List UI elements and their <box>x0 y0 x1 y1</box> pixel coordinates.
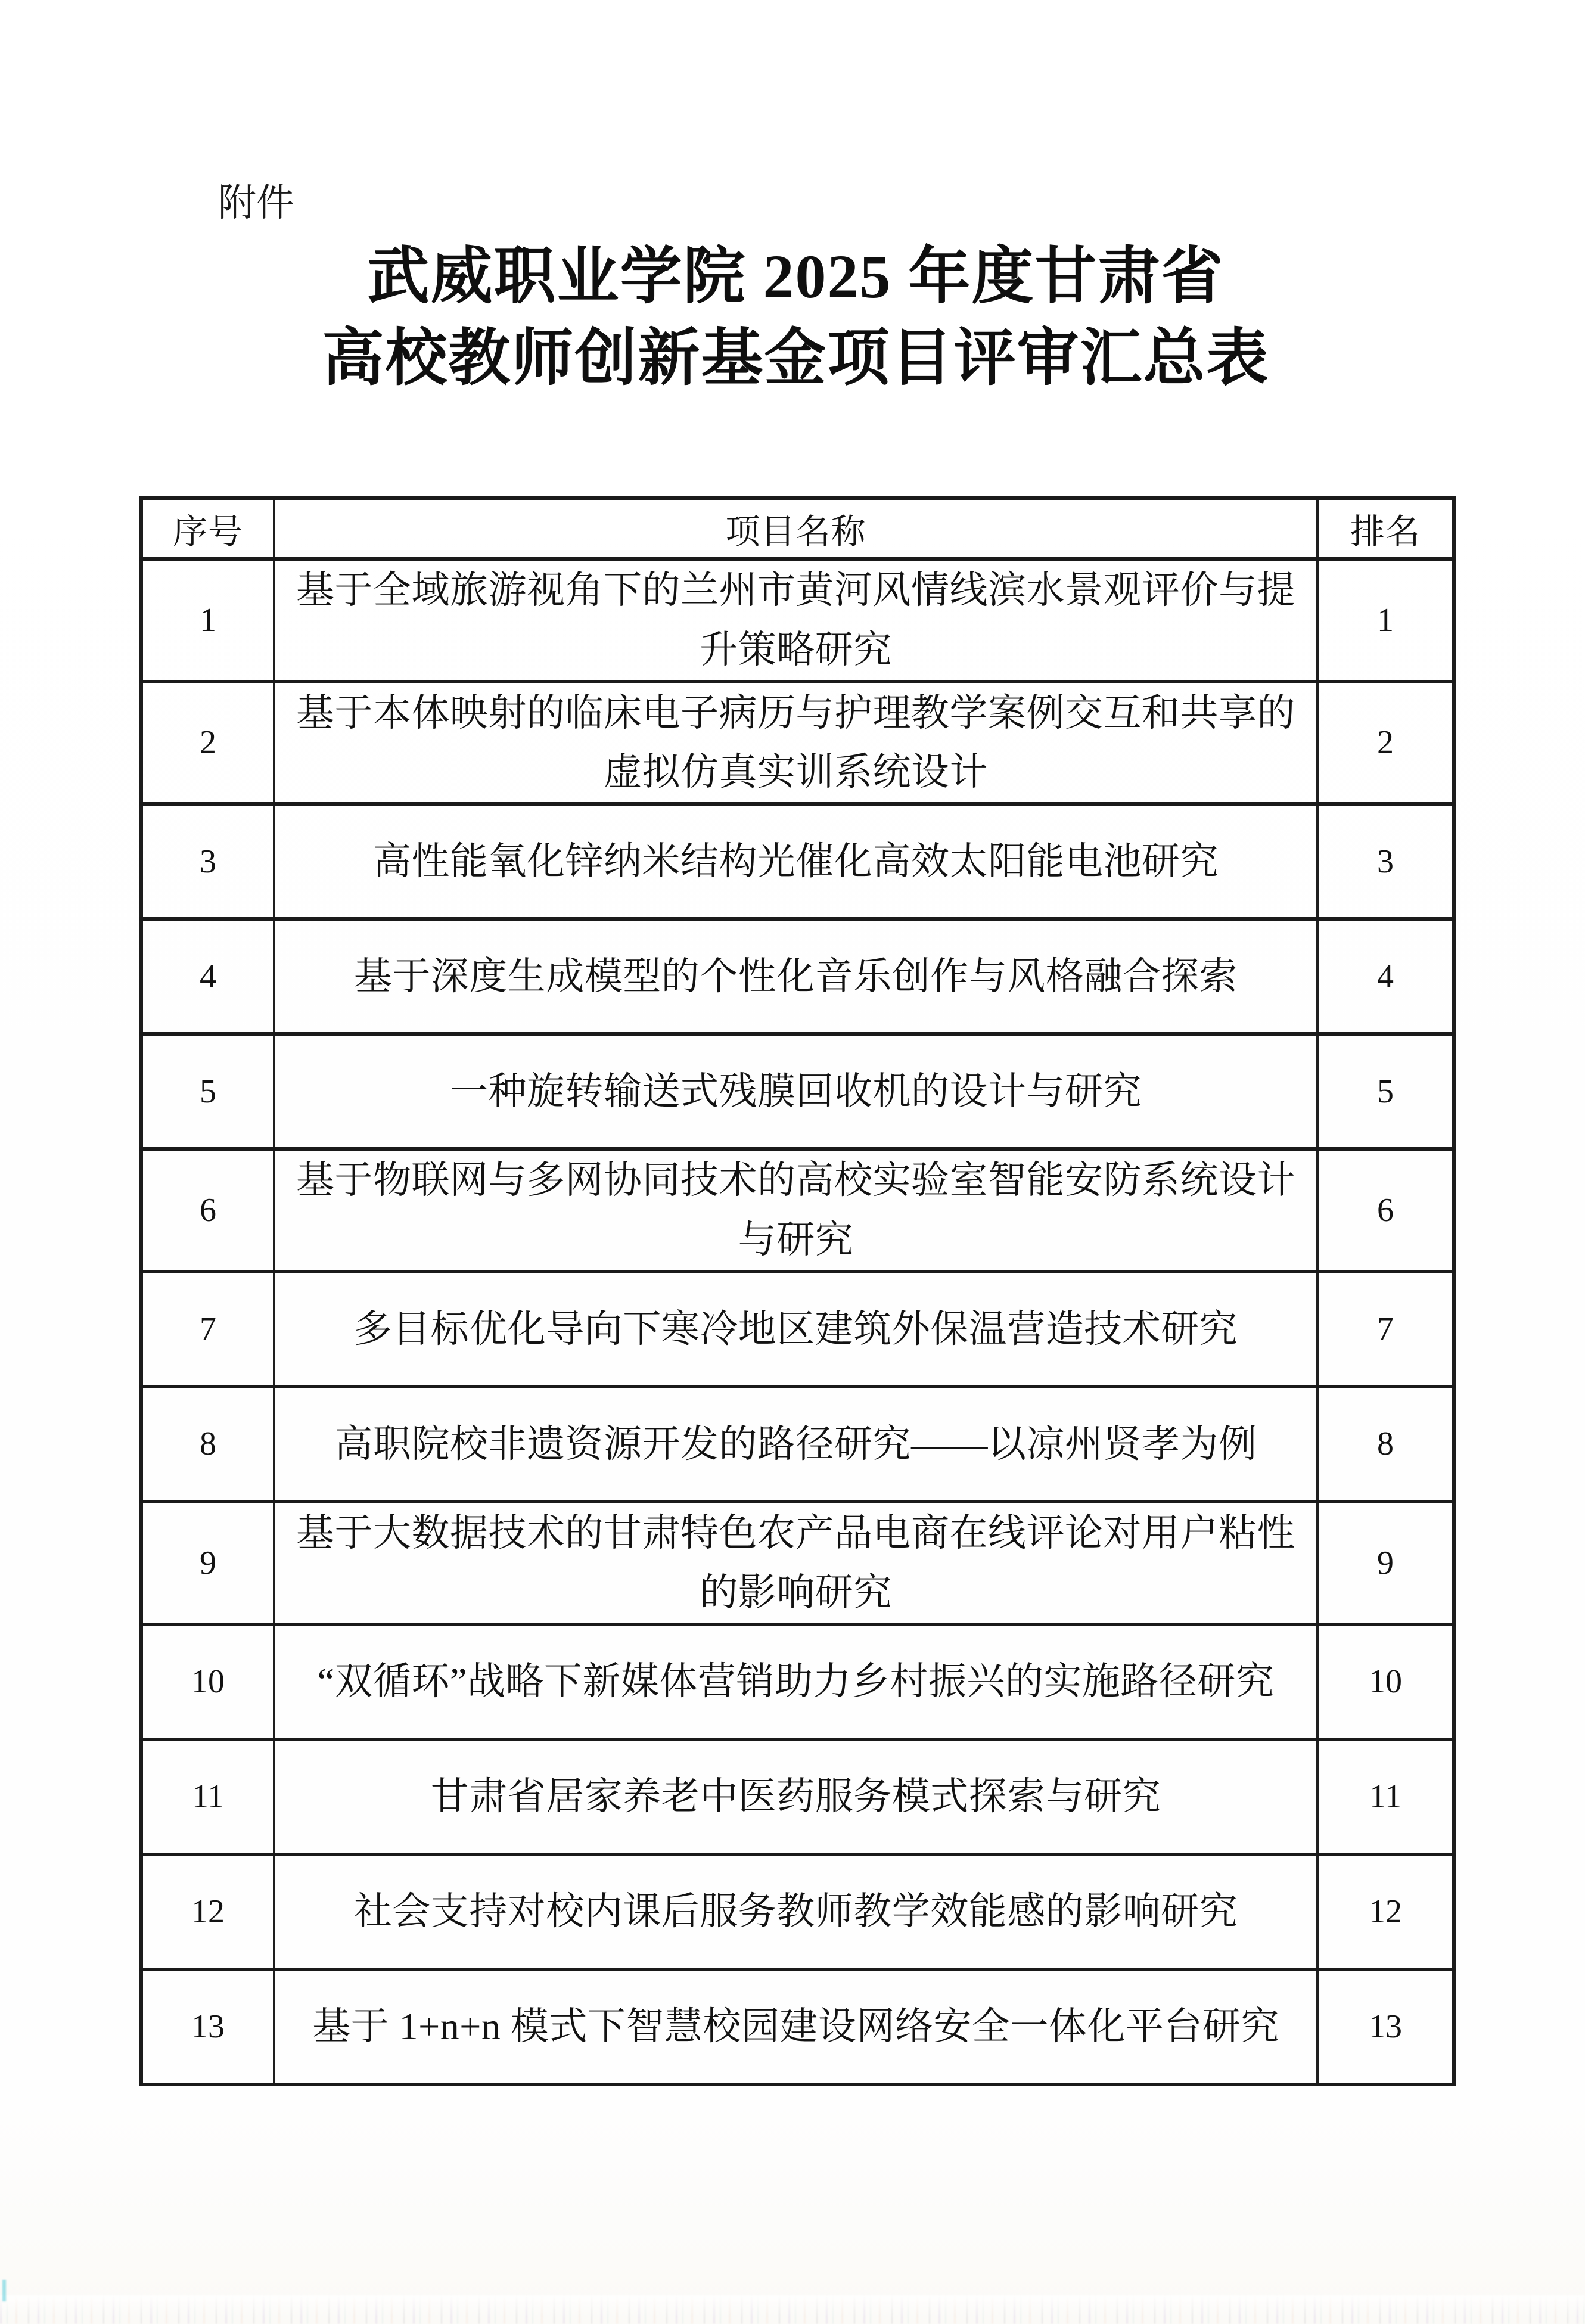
row-project-name: 基于大数据技术的甘肃特色农产品电商在线评论对用户粘性的影响研究 <box>274 1502 1317 1624</box>
row-project-name: 甘肃省居家养老中医药服务模式探索与研究 <box>274 1739 1317 1854</box>
table-header-row <box>141 498 1454 559</box>
table-row <box>141 1149 1454 1272</box>
row-project-name: 社会支持对校内课后服务教师教学效能感的影响研究 <box>274 1854 1317 1969</box>
document-title-line1: 武威职业学院 2025 年度甘肃省 <box>367 243 1225 311</box>
row-project-name: 一种旋转输送式残膜回收机的设计与研究 <box>274 1034 1317 1149</box>
header-project-name: 项目名称 <box>274 498 1317 559</box>
document-title-line2: 高校教师创新基金项目评审汇总表 <box>322 324 1270 393</box>
row-index: 5 <box>141 1034 274 1149</box>
table-row <box>141 1502 1454 1624</box>
table-row <box>141 682 1454 804</box>
scan-noise-strip <box>0 2295 1585 2324</box>
table-row <box>141 1969 1454 2084</box>
row-rank: 11 <box>1317 1739 1454 1854</box>
document-title <box>139 236 1452 400</box>
attachment-label: 附件 <box>218 182 294 224</box>
row-index: 3 <box>141 804 274 919</box>
row-index: 6 <box>141 1149 274 1272</box>
row-rank: 8 <box>1317 1387 1454 1502</box>
row-rank: 13 <box>1317 1969 1454 2084</box>
row-index: 9 <box>141 1502 274 1624</box>
row-project-name: 基于物联网与多网协同技术的高校实验室智能安防系统设计与研究 <box>274 1149 1317 1272</box>
row-project-name: 基于本体映射的临床电子病历与护理教学案例交互和共享的虚拟仿真实训系统设计 <box>274 682 1317 804</box>
row-rank: 12 <box>1317 1854 1454 1969</box>
row-rank: 5 <box>1317 1034 1454 1149</box>
row-project-name: 高职院校非遗资源开发的路径研究——以凉州贤孝为例 <box>274 1387 1317 1502</box>
header-rank: 排名 <box>1317 498 1454 559</box>
row-index: 7 <box>141 1272 274 1387</box>
table-row <box>141 1854 1454 1969</box>
row-index: 10 <box>141 1624 274 1739</box>
row-project-name: 基于深度生成模型的个性化音乐创作与风格融合探索 <box>274 919 1317 1034</box>
table-row <box>141 804 1454 919</box>
row-index: 2 <box>141 682 274 804</box>
row-project-name: 基于 1+n+n 模式下智慧校园建设网络安全一体化平台研究 <box>274 1969 1317 2084</box>
row-index: 1 <box>141 559 274 682</box>
review-summary-table <box>139 496 1456 2086</box>
row-rank: 3 <box>1317 804 1454 919</box>
row-index: 8 <box>141 1387 274 1502</box>
table-row <box>141 1739 1454 1854</box>
row-project-name: “双循环”战略下新媒体营销助力乡村振兴的实施路径研究 <box>274 1624 1317 1739</box>
row-rank: 9 <box>1317 1502 1454 1624</box>
table-row <box>141 1624 1454 1739</box>
table-header <box>141 498 1454 559</box>
table-row <box>141 1272 1454 1387</box>
row-index: 13 <box>141 1969 274 2084</box>
row-project-name: 高性能氧化锌纳米结构光催化高效太阳能电池研究 <box>274 804 1317 919</box>
row-rank: 7 <box>1317 1272 1454 1387</box>
row-rank: 6 <box>1317 1149 1454 1272</box>
row-rank: 10 <box>1317 1624 1454 1739</box>
row-index: 4 <box>141 919 274 1034</box>
table-body <box>141 559 1454 2084</box>
scan-artifact-mark <box>2 2280 6 2301</box>
table-row <box>141 559 1454 682</box>
row-rank: 1 <box>1317 559 1454 682</box>
table-row <box>141 1034 1454 1149</box>
row-project-name: 多目标优化导向下寒冷地区建筑外保温营造技术研究 <box>274 1272 1317 1387</box>
table-row <box>141 1387 1454 1502</box>
row-index: 12 <box>141 1854 274 1969</box>
row-rank: 4 <box>1317 919 1454 1034</box>
header-index: 序号 <box>141 498 274 559</box>
row-project-name: 基于全域旅游视角下的兰州市黄河风情线滨水景观评价与提升策略研究 <box>274 559 1317 682</box>
table-row <box>141 919 1454 1034</box>
row-rank: 2 <box>1317 682 1454 804</box>
row-index: 11 <box>141 1739 274 1854</box>
